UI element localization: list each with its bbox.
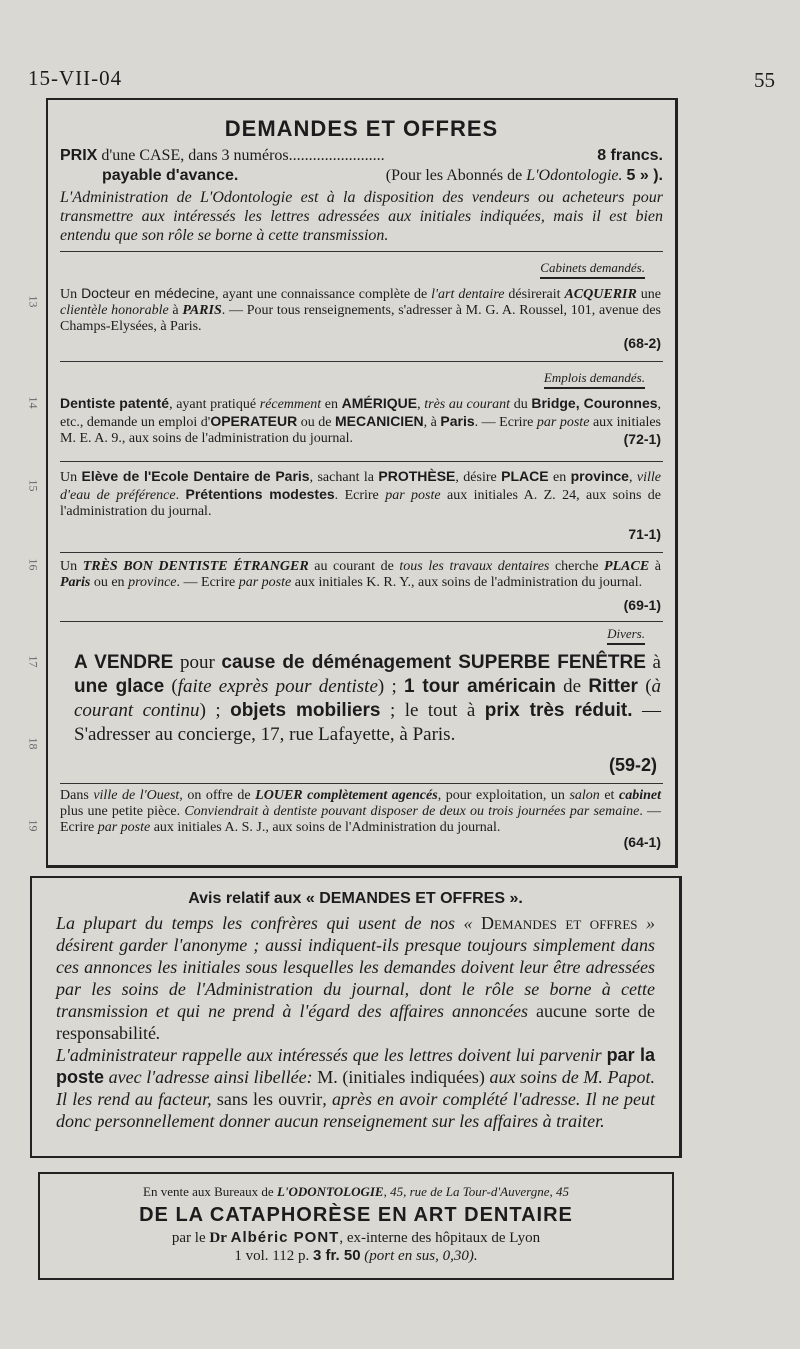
- ad-ref: (59-2): [608, 755, 657, 775]
- ad-emploi-2: Un Elève de l'Ecole Dentaire de Paris, sachant la PROTHÈSE, désire PLACE en province, ville d'eau de préférence. Prétentions modestes. Ecrire par poste aux initiales A. Z. 24, aux soins de l'administration du journal. 71-1): [60, 468, 662, 542]
- margin-number: 18: [26, 737, 41, 750]
- notice-title: Avis relatif aux « DEMANDES ET OFFRES ».: [188, 890, 523, 907]
- divider: [60, 251, 663, 252]
- pricing-info: [48, 146, 675, 186]
- book-author-line: par le Dr Albéric PONT, ex-interne des hôpitaux de Lyon: [171, 1229, 541, 1246]
- ad-emploi-3: Un TRÈS BON DENTISTE ÉTRANGER au courant de tous les travaux dentaires cherche PLACE à Paris ou en province. — Ecrire par poste aux initiales K. R. Y., aux soins de l'administration du journal. (69-1): [60, 559, 661, 613]
- ad-ref: (72-1): [623, 431, 661, 447]
- ad-ref: (64-1): [623, 834, 661, 850]
- ad-divers-1: A VENDRE pour cause de déménagement SUPERBE FENÊTRE à une glace (faite exprès pour dentiste) ; 1 tour américain de Ritter (à courant continu) ; objets mobiliers ; le tout à prix très réduit. — S'adresser au concierge, 17, rue Lafayette, à Paris. (59-2): [74, 652, 662, 775]
- margin-number: 14: [26, 396, 41, 409]
- page-header-date: 15-VII-04: [28, 66, 123, 90]
- section-label-cabinets: Cabinets demandés.: [48, 260, 675, 279]
- price-dots: ........................: [288, 147, 385, 164]
- notice-box: [30, 876, 682, 1158]
- section-label-emplois: Emplois demandés.: [48, 370, 675, 389]
- margin-number: 15: [26, 479, 41, 492]
- disclaimer: L'Administration de L'Odontologie est à la disposition des vendeurs ou acheteurs pour transmettre aux intéressés les lettres adressées aux initiales indiquées, mais il est bien entendu que son rôle se borne à cette transmission.: [60, 189, 663, 244]
- margin-number: 13: [26, 295, 41, 308]
- book-title: DE LA CATAPHORÈSE EN ART DENTAIRE: [139, 1204, 573, 1226]
- section-label-divers: Divers.: [48, 626, 675, 645]
- subscribers-value: 5 » ).: [626, 167, 663, 184]
- price-text: d'une CASE, dans 3 numéros: [101, 147, 289, 164]
- margin-number: 16: [26, 558, 41, 571]
- ad-ref: (69-1): [623, 597, 661, 613]
- payable-text: payable d'avance.: [102, 167, 239, 184]
- ad-ref: 71-1): [628, 526, 661, 542]
- ad-emploi-1: Dentiste patenté, ayant pratiqué récemment en AMÉRIQUE, très au courant du Bridge, Couronnes, etc., demande un emploi d'OPERATEUR ou de MECANICIEN, à Paris. — Ecrire par poste aux initiales M. E. A. 9., aux soins de l'administration du journal. (72-1): [60, 395, 662, 447]
- margin-number: 19: [26, 819, 41, 832]
- subscribers-journal: L'Odontologie.: [526, 167, 623, 184]
- section-title: DEMANDES ET OFFRES: [224, 116, 499, 141]
- book-price-line: 1 vol. 112 p. 3 fr. 50 (port en sus, 0,30).: [234, 1247, 478, 1264]
- ad-divers-2: Dans ville de l'Ouest, on offre de LOUER complètement agencés, pour exploitation, un salon et cabinet plus une petite pièce. Conviendrait à dentiste pouvant disposer de deux ou trois journées par semaine. — Ecrire par poste aux initiales A. S. J., aux soins de l'Administration du journal. (64-1): [60, 788, 662, 850]
- subscribers-text: (Pour les Abonnés de: [385, 167, 523, 184]
- price-label: PRIX: [60, 147, 98, 164]
- ad-ref: (68-2): [623, 335, 661, 351]
- margin-number: 17: [26, 655, 41, 668]
- book-sale-line: En vente aux Bureaux de L'ODONTOLOGIE, 45, rue de La Tour-d'Auvergne, 45: [143, 1184, 569, 1199]
- page-number: 55: [754, 68, 775, 92]
- notice-body: La plupart du temps les confrères qui usent de nos « Demandes et offres » désirent garder l'anonyme ; aussi indiquent-ils presque toujours simplement dans ces annonces les initiales sous lesquelles les demandes doivent leur être adressées par les soins de l'Administration du journal, dont le rôle se borne à cette transmission et qui ne prend à l'égard des affaires annoncées aucune sorte de responsabilité. L'administrateur rappelle aux intéressés que les lettres doivent lui parvenir par la poste avec l'adresse ainsi libellée: M. (initiales indiquées) aux soins de M. Papot. Il les rend au facteur, sans les ouvrir, après en avoir complété l'adresse. Il ne peut donc personnellement donner aucun renseignement sur les affaires à traiter.: [56, 913, 656, 1131]
- divider: [60, 621, 663, 622]
- divider: [60, 361, 663, 362]
- demandes-et-offres-box: [46, 98, 678, 868]
- book-advert-box: [38, 1172, 674, 1280]
- price-value: 8 francs.: [597, 147, 663, 164]
- ad-cabinet-1: Un Docteur en médecine, ayant une connaissance complète de l'art dentaire désirerait ACQUERIR une clientèle honorable à PARIS. — Pour tous renseignements, s'adresser à M. G. A. Roussel, 101, avenue des Champs-Elysées, à Paris. (68-2): [60, 285, 661, 351]
